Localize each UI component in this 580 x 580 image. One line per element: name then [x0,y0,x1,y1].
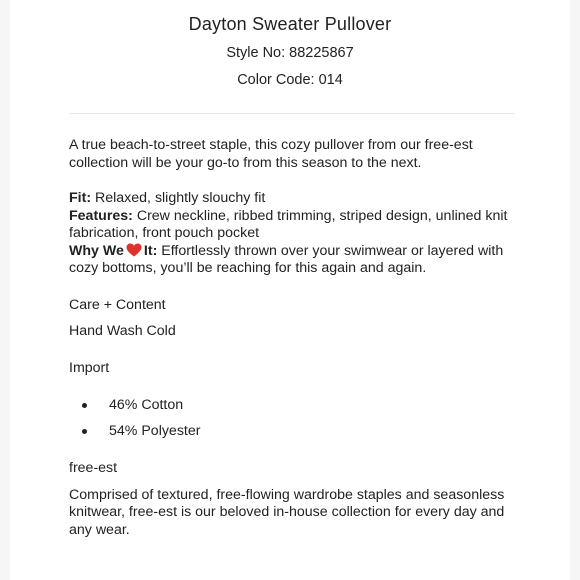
why-we-love-it-line [69,243,519,278]
spacer [69,377,519,397]
spacer [69,478,519,487]
fit-line [69,190,519,208]
product-description: A true beach-to-street staple, this cozy pullover from our free-est collection will be your go-to from this season to the next. [69,137,473,171]
product-description-page [10,0,570,580]
features-line [69,208,519,243]
wash-instructions: Hand Wash Cold [69,323,176,339]
list-item [69,397,519,423]
brand-description: Comprised of textured, free-flowing wardrobe staples and seasonless knitwear, free-est is our beloved in-house collection for every day and any wear. [69,486,505,538]
spacer [69,278,519,297]
spacer [69,341,519,360]
care-content-heading: Care + Content [69,296,166,313]
header-divider [70,113,514,114]
color-code: Color Code: 014 [237,72,343,88]
material-cotton: 46% Cotton [109,397,184,413]
brand-heading: free-est [69,460,118,476]
list-item [69,423,519,449]
style-number: Style No: 88225867 [226,45,354,61]
spacer [69,172,519,190]
product-details [69,190,519,278]
why-value: Effortlessly thrown over your swimwear or layered with cozy bottoms, you’ll be reaching for this again and again. [69,242,504,276]
why-label-end: It: [143,242,158,259]
features-value: Crew neckline, ribbed trimming, striped design, unlined knit fabrication, front pouch pocket [69,207,508,241]
heart-icon [126,243,142,257]
why-label-start: Why We [69,242,124,259]
bullet-icon [82,403,87,408]
fit-value: Relaxed, slightly slouchy fit [91,190,266,206]
spacer [69,314,519,323]
material-polyester: 54% Polyester [109,423,201,439]
materials-list [69,397,519,449]
description-body [69,137,519,539]
product-title: Dayton Sweater Pullover [188,14,392,34]
fit-label: Fit: [69,190,92,206]
origin: Import [69,359,110,376]
spacer [69,449,519,460]
bullet-icon [82,429,87,434]
features-label: Features: [69,207,133,224]
